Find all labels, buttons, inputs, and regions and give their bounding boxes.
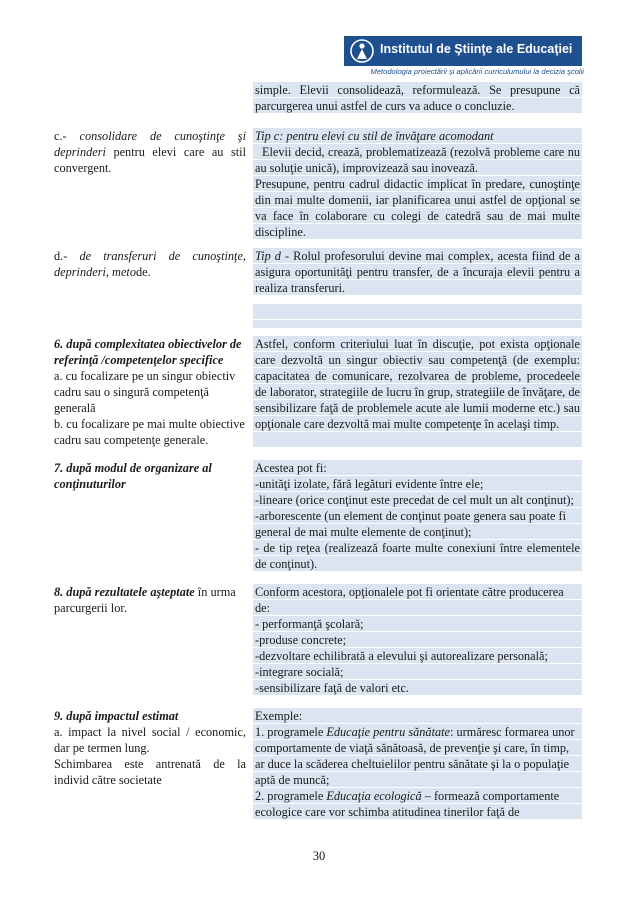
left-cell	[54, 336, 246, 448]
list-item: -produse concrete;	[255, 633, 347, 647]
criterion-item: b. cu focalizare pe mai multe obiective cadru sau competenţe generale.	[54, 417, 245, 447]
left-cell	[54, 584, 246, 696]
table-row	[54, 336, 582, 448]
program-name: Educaţia ecologică	[326, 789, 422, 803]
right-cell	[253, 584, 582, 696]
list-item	[255, 724, 580, 788]
criterion-title: 9. după impactul estimat	[54, 709, 179, 723]
table-row	[54, 460, 582, 572]
paragraph: simple. Elevii consolidează, reformulează. Se presupune că parcurgerea unui astfel de curs va aduce o concluzie.	[255, 83, 580, 113]
item-prefix: 1. programele	[255, 725, 327, 739]
list-item: Conform acestora, opţionalele pot fi orientate către producerea de:	[255, 585, 564, 615]
item-label: c.-	[54, 129, 67, 143]
list-item: - performanţă şcolară;	[255, 617, 364, 631]
item-prefix: 2. programele	[255, 789, 327, 803]
paragraph	[255, 144, 580, 176]
criterion-title	[54, 584, 246, 616]
list-item: -arborescente (un element de conţinut poate genera sau poate fi general de mai multe elemente de conţinut);	[255, 509, 567, 539]
list-item: - de tip reţea (realizează foarte multe conexiuni între elementele de conţinut).	[255, 541, 580, 571]
criterion-text	[54, 248, 246, 280]
right-cell	[253, 82, 582, 114]
item-text: de.	[135, 265, 151, 279]
institute-logo	[344, 36, 582, 66]
list-item	[255, 788, 580, 820]
right-cell	[253, 708, 582, 820]
item-label: d.-	[54, 249, 68, 263]
item-text: : urmăresc formarea unor comportamente de viaţă sănătoasă, de prevenţie şi care, în timp, ar duce la scăderea cheltuielilor pentru sănătate şi la o populaţie aptă de muncă;	[255, 725, 575, 787]
table-row	[54, 584, 582, 696]
paragraph-text: Rolul profesorului devine mai complex, acesta fiind de a asigura oportunităţi pentru transfer, de a încuraja elevii pentru a realiza transferuri.	[255, 249, 580, 295]
criterion-title-rest: în urma parcurgerii lor.	[54, 585, 236, 615]
page-number: 30	[312, 849, 326, 863]
page-header	[340, 36, 584, 76]
table-row	[54, 248, 582, 296]
paragraph: Astfel, conform criteriului luat în discuţie, pot exista opţionale care dezvoltă un singur obiectiv sau competenţă (de exemplu: capacitatea de comunicare, rezolvarea de probleme, procedeele de laborator, strategiile de lucru în grup, strategiile de învăţare, de sensibilizare faţă de problemele acute ale lumii moderne etc.) sau opţionale care dezvoltă mai multe competenţe în acelaşi timp.	[255, 337, 580, 431]
institute-name: Institutul de Ştiinţe ale Educaţiei	[380, 42, 573, 56]
criterion-title: 6. după complexitatea obiectivelor de referinţă /competenţelor specifice	[54, 337, 242, 367]
list-item: Acestea pot fi:	[255, 461, 327, 475]
left-cell	[54, 248, 246, 296]
right-cell	[253, 460, 582, 572]
criterion-text	[54, 128, 246, 176]
item-italic-text: consolidare de cunoştinţe şi deprinderi	[54, 129, 247, 159]
left-cell	[54, 128, 246, 240]
left-cell	[54, 460, 246, 572]
paragraph-text: Elevii decid, crează, problematizează (rezolvă probleme care nu au soluţie unică), improvizează sau inovează.	[255, 145, 580, 175]
list-item: -sensibilizare faţă de valori etc.	[255, 681, 409, 695]
paragraph: Presupune, pentru cadrul didactic implicat în predare, cunoştinţe din mai multe domenii, iar planificarea unui astfel de opţional se va face în colaborare cu colegi de catedră sau de mai multe discipline.	[255, 177, 580, 239]
right-cell	[253, 336, 582, 448]
program-name: Educaţie pentru sănătate	[326, 725, 451, 739]
list-item: -dezvoltare echilibrată a elevului şi autorealizare personală;	[255, 649, 548, 663]
item-text: – formează comportamente ecologice care vor schimba atitudinea tinerilor faţă de	[255, 789, 560, 819]
empty-row	[54, 304, 582, 328]
paragraph	[255, 248, 580, 296]
institute-emblem-icon	[350, 39, 374, 63]
criterion-item: a. impact la nivel social / economic, dar pe termen lung.	[54, 725, 246, 755]
criterion-title: 7. după modul de organizare al conţinuturilor	[54, 461, 212, 491]
list-item: -integrare socială;	[255, 665, 344, 679]
type-title: Tip c: pentru elevi cu stil de învăţare acomodant	[255, 129, 494, 143]
list-item: -unităţi izolate, fără legături evidente între ele;	[255, 477, 484, 491]
table-row	[54, 128, 582, 240]
examples-intro: Exemple:	[255, 709, 303, 723]
criterion-item: a. cu focalizare pe un singur obiectiv cadru sau o singură competenţă generală	[54, 369, 236, 415]
document-table	[54, 82, 582, 828]
left-cell	[54, 708, 246, 820]
list-item: -lineare (orice conţinut este precedat de cel mult un alt conţinut);	[255, 493, 574, 507]
empty-cell	[253, 304, 582, 328]
table-row	[54, 82, 582, 114]
right-cell	[253, 128, 582, 240]
criterion-title-text: 8. după rezultatele aşteptate	[54, 585, 195, 599]
item-italic-text: de transferuri de cunoştinţe, deprinderi, meto	[54, 249, 246, 279]
right-cell	[253, 248, 582, 296]
table-row	[54, 708, 582, 820]
item-text: pentru elevi care au stil convergent.	[54, 145, 246, 175]
type-title: Tip d -	[255, 249, 290, 263]
criterion-item: Schimbarea este antrenată de la individ către societate	[54, 757, 246, 787]
left-cell	[54, 82, 246, 114]
header-caption: Metodologia proiectării şi aplicării curriculumului la decizia şcolii	[370, 67, 584, 76]
